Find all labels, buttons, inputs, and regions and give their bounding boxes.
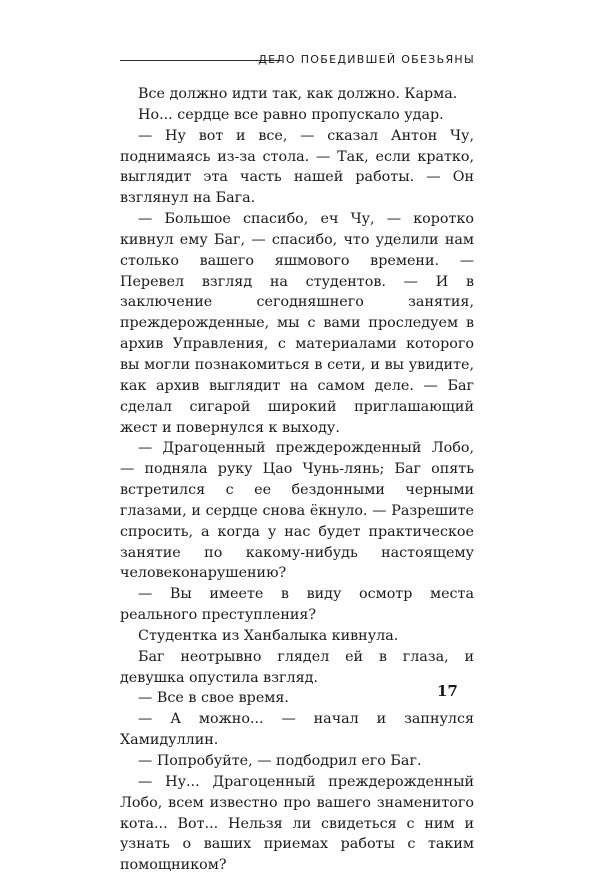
paragraph: — Попробуйте, — подбодрил его Баг. xyxy=(138,753,422,769)
paragraph: Все должно идти так, как должно. Карма. xyxy=(138,86,458,102)
paragraph: Баг неотрывно глядел ей в глаза, и девушка опустила взгляд. xyxy=(120,648,474,686)
paragraph: Но... сердце все равно пропускало удар. xyxy=(138,106,444,123)
paragraph: — Большое спасибо, еч Чу, — коротко кивнул ему Баг, — спасибо, что уделили нам столько вашего яшмового времени. — Перевел взгляд на студентов. — И в заключение сегодняшнего занятия, преждерожденные, мы с вами проследуем в архив Управления, с материалами которого вы могли познакомиться в сети, и вы увидите, как архив выглядит на самом деле. — Баг сделал сигарой широкий приглашающий жест и повернулся к выходу. xyxy=(120,211,474,436)
paragraph: — Драгоценный преждерожденный Лобо, — подняла руку Цао Чунь-лянь; Баг опять встретился с ее бездонными черными глазами, и сердце снова ёкнуло. — Разрешите спросить, а когда у нас будет практическое занятие по какому-нибудь настоящему человеконарушению? xyxy=(120,440,474,582)
paragraph: Студентка из Ханбалыка кивнула. xyxy=(138,627,399,644)
running-header xyxy=(120,50,475,70)
body-text xyxy=(120,84,474,876)
paragraph: — Все в свое время. xyxy=(138,690,289,707)
paragraph: — Ну... Драгоценный преждерожденный Лобо, всем известно про вашего знаменитого кота... Вот... Нельзя ли свидеться с ним и узнать о ваших приемах работы с таким помощником? xyxy=(120,773,474,874)
running-title: ДЕЛО ПОБЕДИВШЕЙ ОБЕЗЬЯНЫ xyxy=(258,53,475,66)
paragraph: — А можно... — начал и запнулся Хамидуллин. xyxy=(120,711,474,749)
paragraph: — Вы имеете в виду осмотр места реального преступления? xyxy=(120,586,474,624)
paragraph: — Ну вот и все, — сказал Антон Чу, поднимаясь из-за стола. — Так, если кратко, выглядит эта часть нашей работы. — Он взглянул на Бага. xyxy=(120,127,474,207)
page-number: 17 xyxy=(437,682,458,700)
